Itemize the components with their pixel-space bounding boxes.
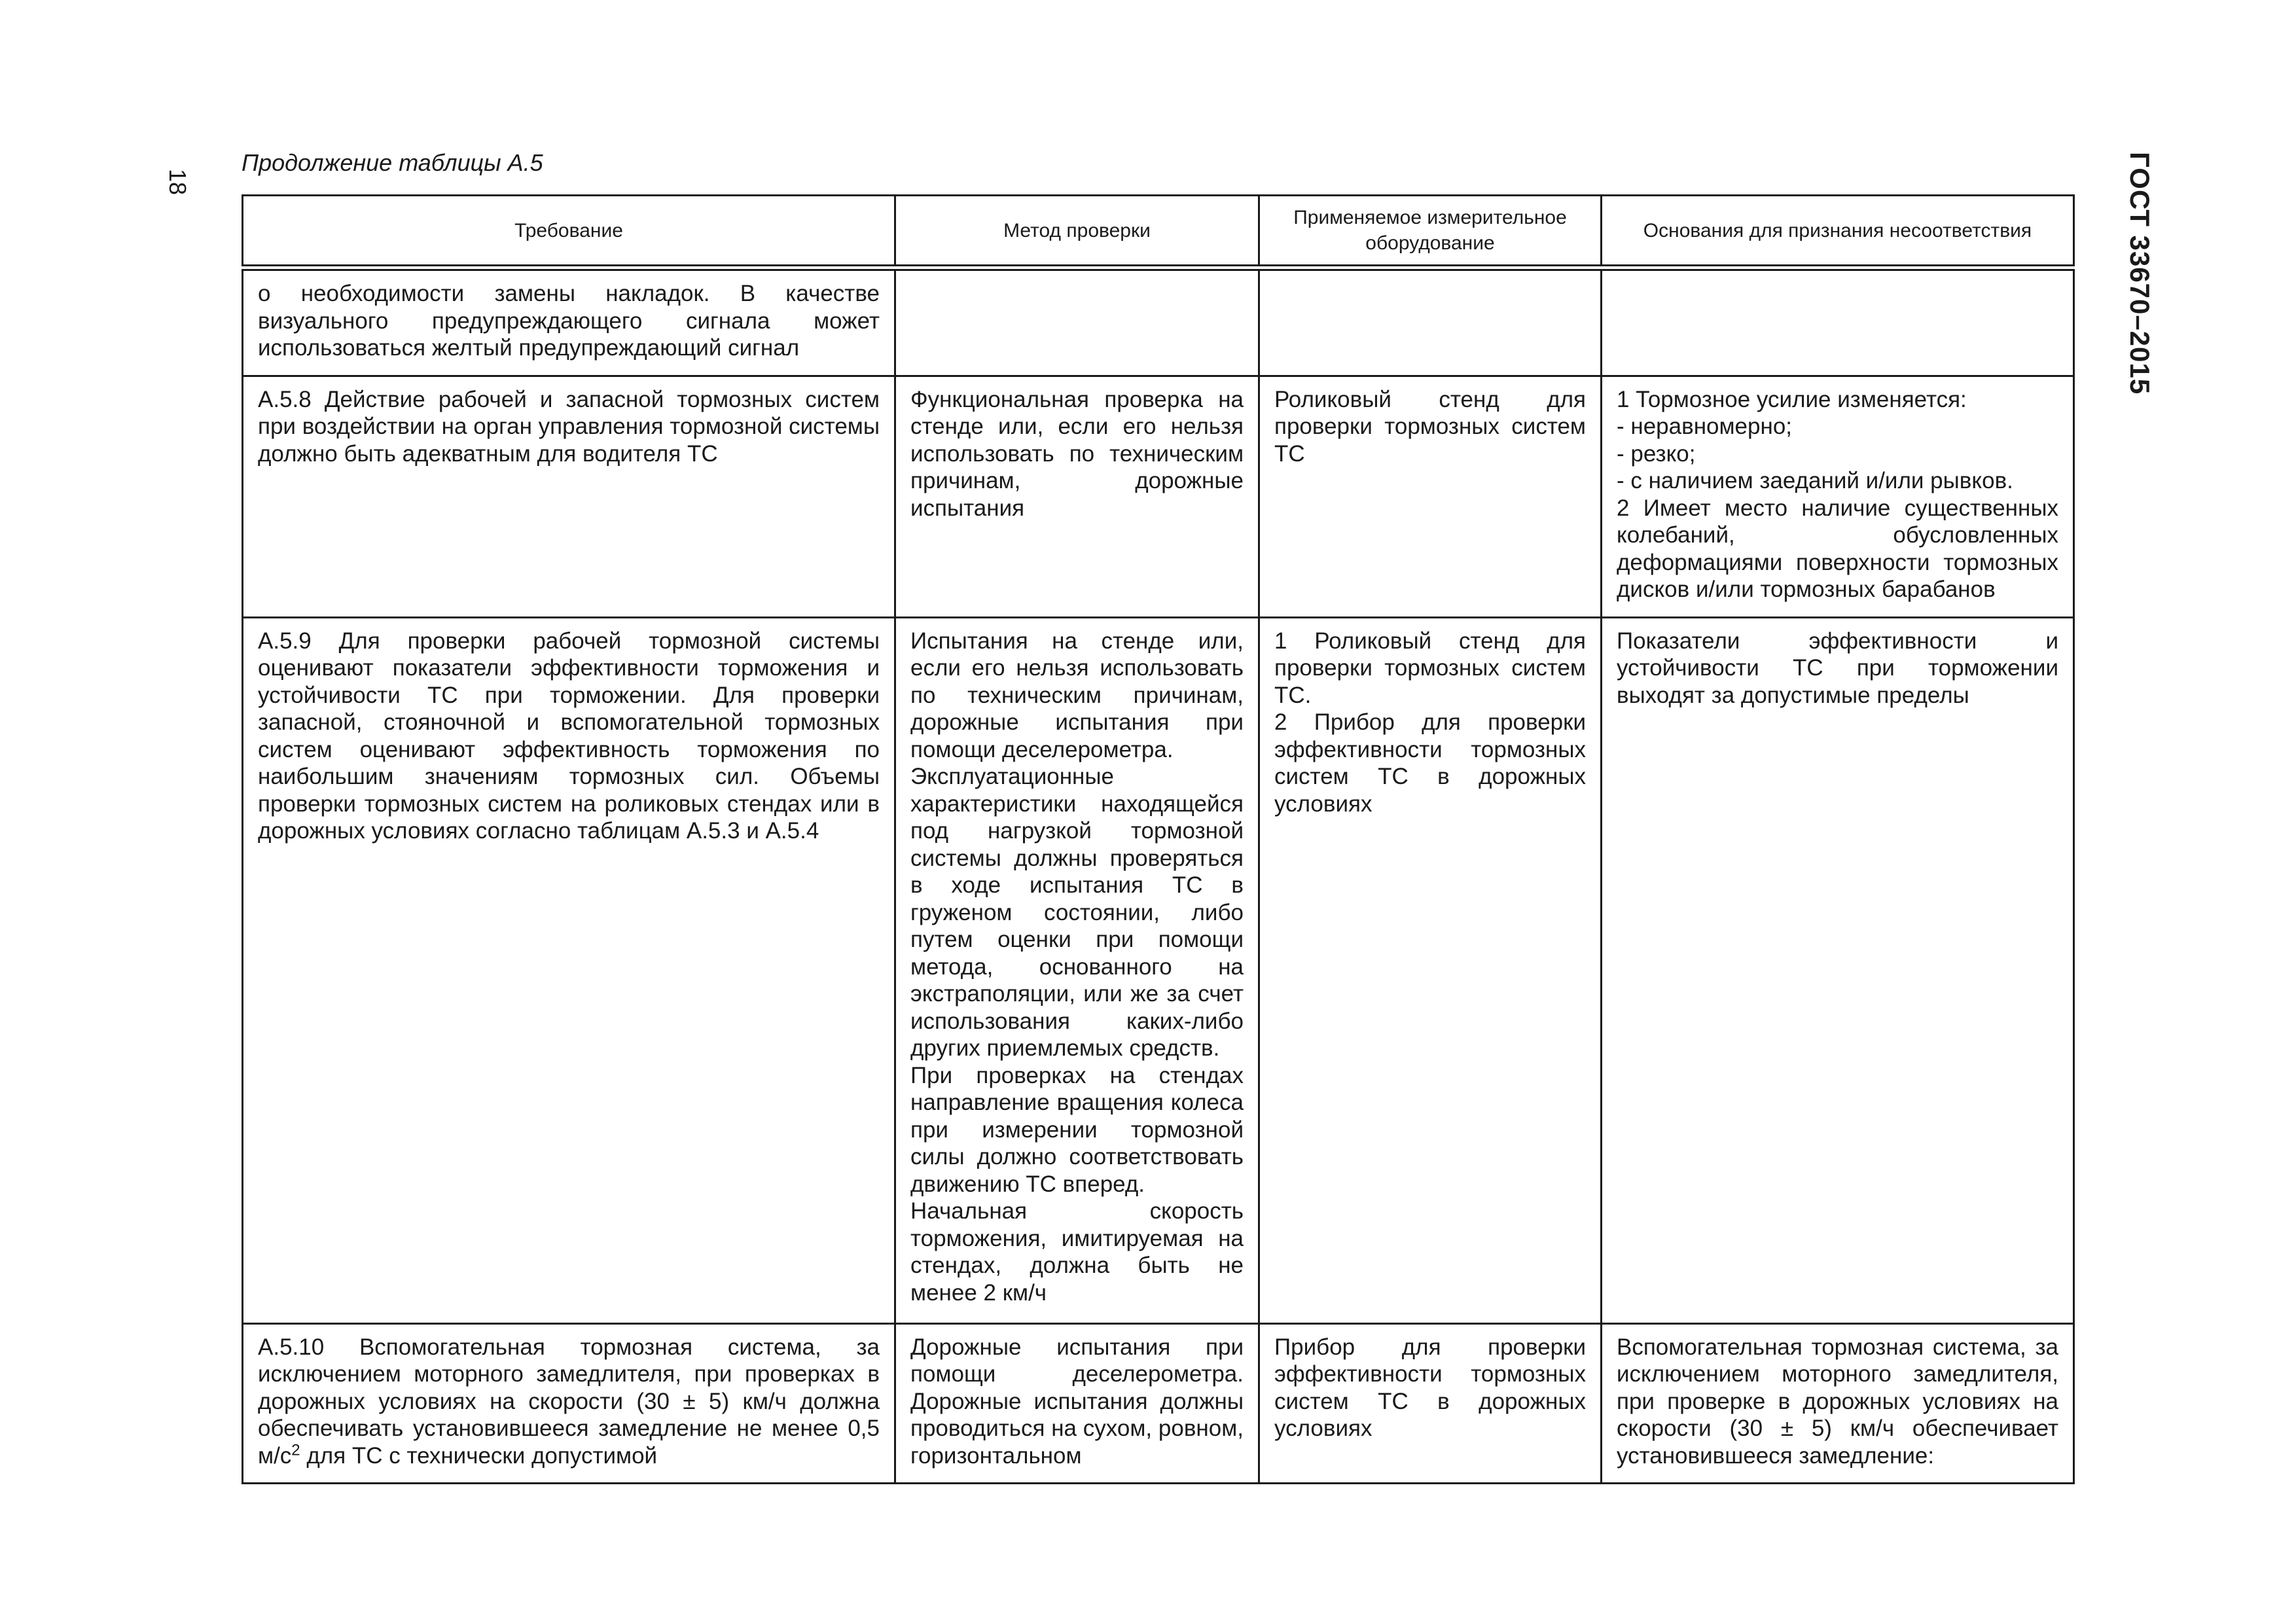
cell-nonconformity: Показатели эффективности и устойчивости ТС при торможении выходят за допустимые пределы xyxy=(1602,617,2074,1323)
cell-method: Дорожные испытания при помощи деселерометра. Дорожные испытания должны проводиться на сухом, ровном, горизонтальном xyxy=(895,1323,1259,1484)
requirement-text-continued: для ТС с технически допустимой xyxy=(300,1442,658,1469)
equipment-item: 1 Роликовый стенд для проверки тормозных систем ТС. xyxy=(1274,628,1586,708)
nonconformity-line: - с наличием заеданий и/или рывков. xyxy=(1617,468,2013,493)
nonconformity-line: - неравномерно; xyxy=(1617,414,1793,439)
cell-equipment: Прибор для проверки эффективности тормозных систем ТС в дорожных условиях xyxy=(1259,1323,1602,1484)
header-requirement: Требование xyxy=(243,196,895,268)
method-paragraph: Начальная скорость торможения, имитируемая на стендах, должна быть не менее 2 км/ч xyxy=(910,1198,1244,1306)
page-number: 18 xyxy=(164,169,191,196)
nonconformity-line: 2 Имеет место наличие существенных колебаний, обусловленных деформациями поверхности тормозных дисков и/или тормозных барабанов xyxy=(1617,495,2058,602)
requirements-table xyxy=(242,194,2073,1484)
requirement-text: А.5.10 Вспомогательная тормозная система, за исключением моторного замедлителя, при проверках в дорожных условиях на скорости (30 ± 5) км/ч должна обеспечивать установившееся замедление не менее 0,5 м/с xyxy=(258,1334,880,1469)
cell-method xyxy=(895,617,1259,1323)
cell-equipment: Роликовый стенд для проверки тормозных систем ТС xyxy=(1259,376,1602,617)
header-equipment: Применяемое измерительное оборудование xyxy=(1259,196,1602,268)
standard-id: ГОСТ 33670–2015 xyxy=(2125,152,2155,395)
method-paragraph: При проверках на стендах направление вращения колеса при измерении тормозной силы должно соответствовать движению ТС вперед. xyxy=(910,1062,1244,1197)
cell-method xyxy=(895,268,1259,376)
cell-requirement xyxy=(243,1323,895,1484)
cell-nonconformity xyxy=(1602,268,2074,376)
method-paragraph: Эксплуатационные характеристики находящейся под нагрузкой тормозной системы должны проверяться в ходе испытания ТС в груженом состоянии, либо путем оценки при помощи метода, основанного на экстраполяции, или же за счет использования каких-либо других приемлемых средств. xyxy=(910,764,1244,1061)
header-nonconformity: Основания для признания несоответствия xyxy=(1602,196,2074,268)
cell-requirement: о необходимости замены накладок. В качестве визуального предупреждающего сигнала может использоваться желтый предупреждающий сигнал xyxy=(243,268,895,376)
table-row xyxy=(243,376,2074,617)
cell-requirement: А.5.8 Действие рабочей и запасной тормозных систем при воздействии на орган управления тормозной системы должно быть адекватным для водителя ТС xyxy=(243,376,895,617)
cell-nonconformity: Вспомогательная тормозная система, за исключением моторного замедлителя, при проверке в дорожных условиях на скорости (30 ± 5) км/ч обеспечивает установившееся замедление: xyxy=(1602,1323,2074,1484)
table-header-row xyxy=(243,196,2074,268)
header-method: Метод проверки xyxy=(895,196,1259,268)
superscript: 2 xyxy=(291,1440,300,1459)
equipment-item: 2 Прибор для проверки эффективности тормозных систем ТС в дорожных условиях xyxy=(1274,709,1586,817)
method-paragraph: Испытания на стенде или, если его нельзя использовать по техническим причинам, дорожные испытания при помощи деселерометра. xyxy=(910,628,1244,762)
table-row xyxy=(243,617,2074,1323)
cell-nonconformity xyxy=(1602,376,2074,617)
nonconformity-line: - резко; xyxy=(1617,440,1696,467)
nonconformity-line: 1 Тормозное усилие изменяется: xyxy=(1617,386,1967,412)
table-caption: Продолжение таблицы А.5 xyxy=(242,149,543,176)
cell-method: Функциональная проверка на стенде или, если его нельзя использовать по техническим причинам, дорожные испытания xyxy=(895,376,1259,617)
cell-requirement: А.5.9 Для проверки рабочей тормозной системы оценивают показатели эффективности торможения и устойчивости ТС при торможении. Для проверки запасной, стояночной и вспомогательной тормозных систем оценивают эффективность торможения по наибольшим значениям тормозных сил. Объемы проверки тормозных систем на роликовых стендах или в дорожных условиях согласно таблицам А.5.3 и А.5.4 xyxy=(243,617,895,1323)
table-row xyxy=(243,1323,2074,1484)
cell-equipment xyxy=(1259,268,1602,376)
table-row xyxy=(243,268,2074,376)
cell-equipment xyxy=(1259,617,1602,1323)
